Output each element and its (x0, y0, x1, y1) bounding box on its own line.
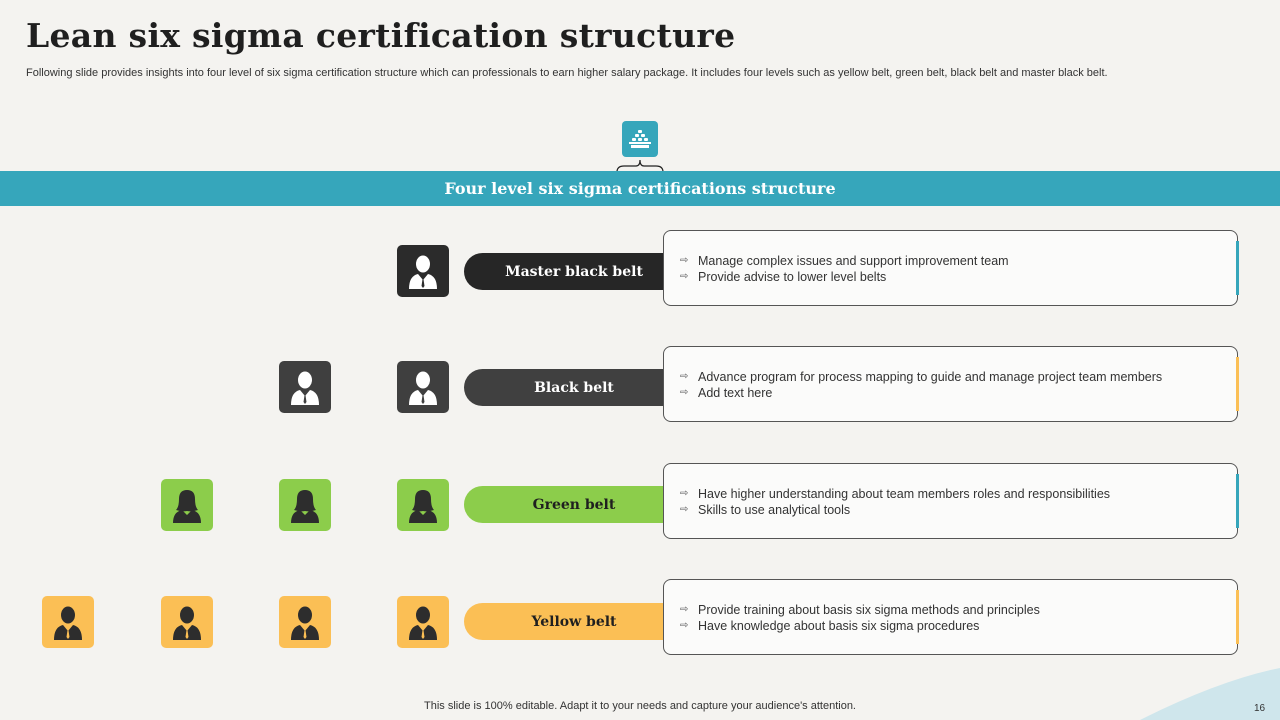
banner-title: Four level six sigma certifications structure (444, 179, 836, 198)
level-description-card (663, 579, 1238, 655)
level-pill-green-belt: Green belt (464, 486, 684, 523)
arrow-icon: ⇨ (680, 604, 689, 615)
bullet-item: ⇨ Have higher understanding about team members roles and responsibilities (680, 487, 1111, 501)
card-accent-bar (1236, 357, 1239, 411)
footer-note: This slide is 100% editable. Adapt it to your needs and capture your audience's attention. (424, 700, 856, 712)
level-description-card (663, 463, 1238, 539)
page-number: 16 (1254, 703, 1266, 714)
person-icon (161, 596, 213, 648)
arrow-icon: ⇨ (680, 255, 689, 266)
bullet-item: ⇨ Skills to use analytical tools (680, 503, 851, 517)
arrow-icon: ⇨ (680, 620, 689, 631)
arrow-icon: ⇨ (680, 387, 689, 398)
person-icon (397, 361, 449, 413)
page-title: Lean six sigma certification structure (26, 16, 736, 55)
section-banner (0, 171, 1280, 206)
arrow-icon: ⇨ (680, 488, 689, 499)
pyramid-icon (622, 121, 658, 157)
arrow-icon: ⇨ (680, 271, 689, 282)
bullet-item: ⇨ Manage complex issues and support improvement team (680, 254, 1009, 268)
arrow-icon: ⇨ (680, 371, 689, 382)
level-description-card (663, 346, 1238, 422)
person-icon (397, 596, 449, 648)
bullet-item: ⇨ Provide advise to lower level belts (680, 270, 887, 284)
person-icon (279, 479, 331, 531)
person-icon (279, 361, 331, 413)
arrow-icon: ⇨ (680, 504, 689, 515)
person-icon (397, 479, 449, 531)
person-icon (397, 245, 449, 297)
card-accent-bar (1236, 474, 1239, 528)
bullet-item: ⇨ Add text here (680, 386, 773, 400)
level-pill-black-belt: Black belt (464, 369, 684, 406)
card-accent-bar (1236, 590, 1239, 644)
level-pill-yellow-belt: Yellow belt (464, 603, 684, 640)
bullet-item: ⇨ Advance program for process mapping to guide and manage project team members (680, 370, 1163, 384)
page-subtitle: Following slide provides insights into four level of six sigma certification structure which can professionals to earn higher salary package. It includes four levels such as yellow belt, green belt, black belt and master black belt. (26, 67, 1108, 79)
level-description-card (663, 230, 1238, 306)
person-icon (279, 596, 331, 648)
card-accent-bar (1236, 241, 1239, 295)
person-icon (161, 479, 213, 531)
level-pill-master-black-belt: Master black belt (464, 253, 684, 290)
bullet-item: ⇨ Provide training about basis six sigma methods and principles (680, 603, 1040, 617)
person-icon (42, 596, 94, 648)
bullet-item: ⇨ Have knowledge about basis six sigma procedures (680, 619, 980, 633)
